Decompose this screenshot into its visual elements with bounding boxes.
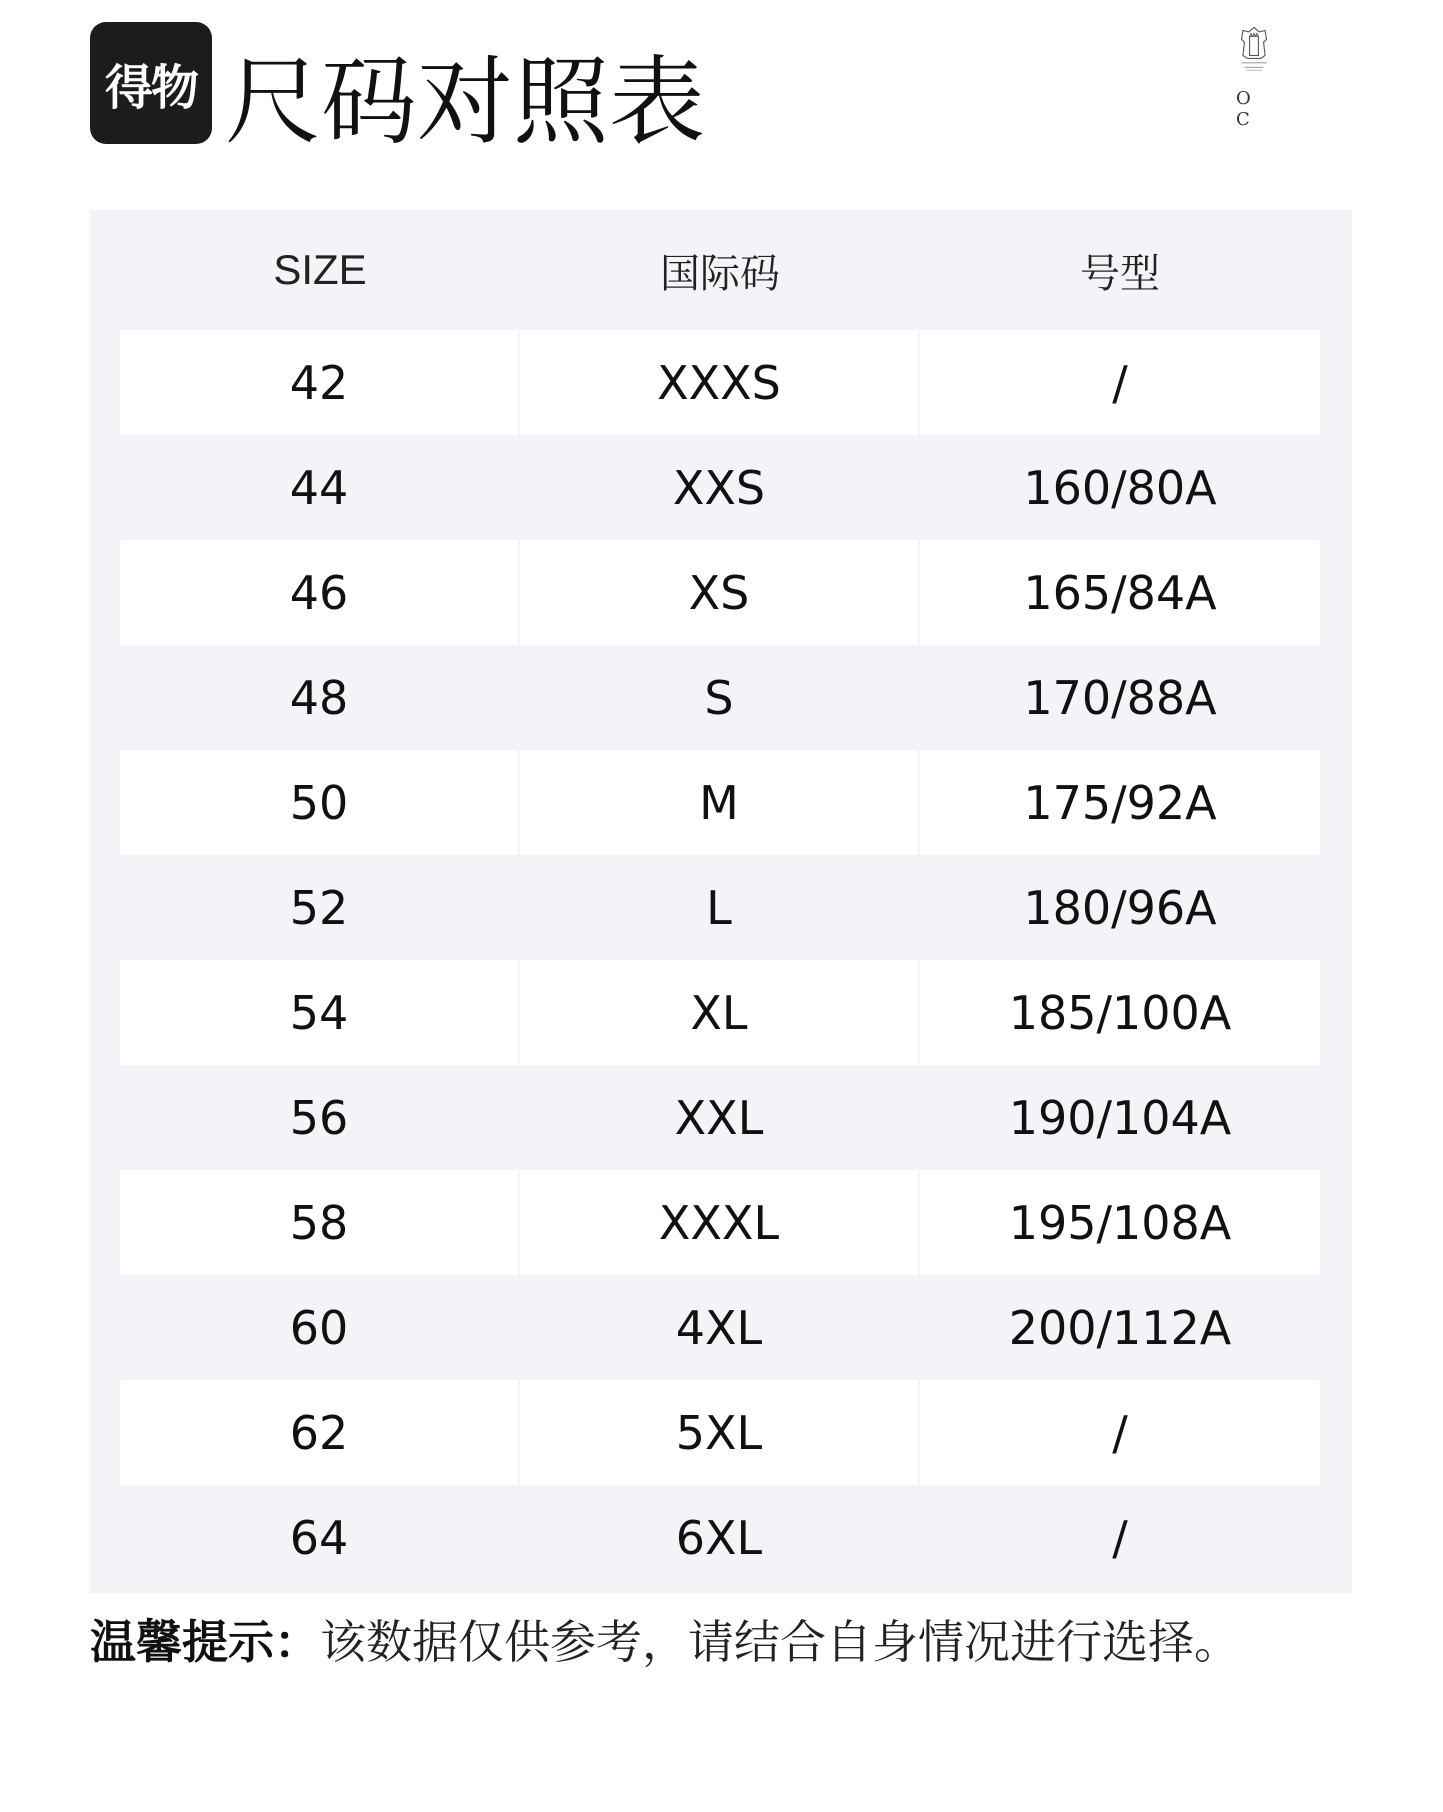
note-text: 该数据仅供参考，请结合自身情况进行选择。 [320,1615,1240,1669]
note [90,1610,1240,1674]
cell-model: 195/108A [920,1170,1320,1275]
app-logo-text: 得物 [104,59,197,116]
column-header-model: 号型 [1080,250,1160,297]
cell-size: 54 [120,960,518,1065]
cell-international: XL [520,960,918,1065]
cell-international: S [704,670,734,725]
cell-model: 170/88A [1023,670,1217,725]
table-row [120,330,1320,435]
table-row [120,645,1320,750]
table-header [120,210,1320,330]
table-row [120,1170,1320,1275]
size-table [90,210,1352,1593]
table-row [120,1065,1320,1170]
cell-size: 44 [289,460,349,515]
cell-international: 6XL [675,1510,763,1565]
table-row [120,540,1320,645]
cell-international: XXL [674,1090,764,1145]
cell-size: 64 [289,1510,349,1565]
cell-size: 46 [120,540,518,645]
cell-international: 4XL [675,1300,763,1355]
cell-model: 200/112A [1008,1300,1232,1355]
table-row [120,435,1320,540]
cell-model: / [920,330,1320,435]
cell-model: / [1112,1510,1128,1565]
cell-size: 42 [120,330,518,435]
cell-size: 60 [289,1300,349,1355]
note-label: 温馨提示： [90,1615,320,1669]
cell-model: 165/84A [920,540,1320,645]
table-row [120,855,1320,960]
app-logo [90,22,212,144]
table-row [120,750,1320,855]
column-header-size: SIZE [273,246,367,293]
cell-international: XXS [672,460,766,515]
brand-logo [1222,26,1286,130]
cell-size: 50 [120,750,518,855]
cell-size: 48 [289,670,349,725]
cell-international: XXXL [520,1170,918,1275]
column-header-international: 国际码 [660,250,780,297]
cell-model: 175/92A [920,750,1320,855]
cell-size: 62 [120,1380,518,1485]
cell-international: XS [520,540,918,645]
cell-model: 160/80A [1023,460,1217,515]
brand-crest-icon [1231,26,1277,82]
cell-international: L [706,880,732,935]
page-title: 尺码对照表 [225,46,705,158]
cell-size: 52 [289,880,349,935]
cell-model: / [920,1380,1320,1485]
brand-logo-letters: O C [1236,88,1265,130]
cell-international: M [520,750,918,855]
cell-international: 5XL [520,1380,918,1485]
cell-international: XXXS [520,330,918,435]
cell-model: 190/104A [1008,1090,1232,1145]
table-row [120,1275,1320,1380]
table-row [120,1380,1320,1485]
cell-size: 58 [120,1170,518,1275]
cell-size: 56 [289,1090,349,1145]
table-row [120,1485,1320,1590]
table-row [120,960,1320,1065]
cell-model: 180/96A [1023,880,1217,935]
cell-model: 185/100A [920,960,1320,1065]
